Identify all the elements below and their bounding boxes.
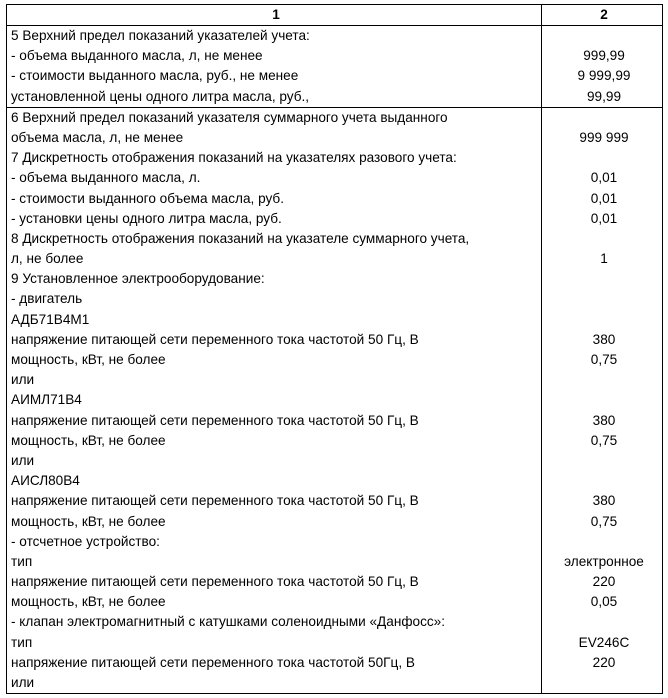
parameter-value: 0,75 <box>590 432 618 448</box>
parameter-value <box>546 148 662 168</box>
parameter-text: - стоимости выданного объема масла, руб. <box>11 190 284 206</box>
parameter-value <box>546 612 662 632</box>
section-value-cell <box>542 26 663 108</box>
parameter-text: - отсчетное устройство: <box>11 533 160 549</box>
parameter-text: объема масла, л, не менее <box>11 129 184 145</box>
parameter-text: мощность, кВт, не более <box>11 513 166 529</box>
parameter-value: 380 <box>592 331 616 347</box>
header-col-1: 1 <box>7 5 542 26</box>
parameter-value <box>546 310 662 330</box>
header-row <box>7 5 663 26</box>
parameter-text: - установки цены одного литра масла, руб. <box>11 210 282 226</box>
parameter-text: напряжение питающей сети переменного тока частотой 50 Гц, В <box>11 331 419 347</box>
parameter-text: АДБ71В4М1 <box>11 311 90 327</box>
spec-table <box>6 4 663 694</box>
parameter-value <box>546 673 662 693</box>
parameter-text: 8 Дискретность отображения показаний на указателе суммарного учета, <box>11 230 470 246</box>
parameter-value: 380 <box>592 412 616 428</box>
parameter-text: - двигатель <box>11 291 83 307</box>
parameter-value <box>546 289 662 309</box>
parameter-value <box>546 26 662 46</box>
parameter-text: установленной цены одного литра масла, руб., <box>11 88 310 104</box>
parameter-value <box>546 229 662 249</box>
parameter-value: 999,99 <box>583 48 625 64</box>
parameter-text: - стоимости выданного масла, руб., не менее <box>11 68 299 84</box>
parameter-text: тип <box>11 634 33 650</box>
parameter-text: напряжение питающей сети переменного тока частотой 50 Гц, В <box>11 574 419 590</box>
parameter-value: 0,01 <box>590 210 618 226</box>
parameter-value: 999 999 <box>579 129 629 145</box>
parameter-text: 6 Верхний предел показаний указателя суммарного учета выданного <box>11 109 448 125</box>
parameter-value <box>546 269 662 289</box>
parameter-value <box>546 532 662 552</box>
parameter-value: электронное <box>564 553 644 569</box>
header-col-2: 2 <box>542 5 663 26</box>
parameter-value: 99,99 <box>586 88 622 104</box>
section-row <box>7 26 663 108</box>
parameter-text: напряжение питающей сети переменного тока частотой 50 Гц, В <box>11 493 419 509</box>
parameter-value: 220 <box>592 654 616 670</box>
parameter-text: или <box>11 452 35 468</box>
parameter-value <box>546 471 662 491</box>
parameter-value: EV246C <box>578 634 630 650</box>
section-row <box>7 107 663 693</box>
parameter-value: 0,01 <box>590 170 618 186</box>
parameter-value: 220 <box>592 574 616 590</box>
parameter-text: 7 Дискретность отображения показаний на указателях разового учета: <box>11 150 457 166</box>
parameter-text: мощность, кВт, не более <box>11 432 166 448</box>
parameter-text: тип <box>11 553 33 569</box>
parameter-text: 9 Установленное электрооборудование: <box>11 271 265 287</box>
parameter-value <box>546 108 662 128</box>
parameter-value: 1 <box>600 251 608 267</box>
parameter-value: 380 <box>592 493 616 509</box>
parameter-value <box>546 451 662 471</box>
parameter-text: напряжение питающей сети переменного тока частотой 50Гц, В <box>11 654 415 670</box>
parameter-text: мощность, кВт, не более <box>11 352 166 367</box>
parameter-text: напряжение питающей сети переменного тока частотой 50 Гц, В <box>11 412 419 428</box>
parameter-text: АИСЛ80В4 <box>11 473 80 489</box>
spec-table-body <box>7 5 663 694</box>
parameter-value: 0,01 <box>590 190 618 206</box>
parameter-value: 0,75 <box>590 352 618 367</box>
parameter-text: или <box>11 372 35 388</box>
parameter-text: - клапан электромагнитный с катушками соленоидными «Данфосс»: <box>11 614 445 630</box>
section-value-cell <box>542 107 663 693</box>
parameter-text: - объема выданного масла, л, не менее <box>11 48 263 64</box>
parameter-value: 0,75 <box>590 513 618 529</box>
parameter-text: - объема выданного масла, л. <box>11 170 201 186</box>
section-description-cell <box>7 26 542 108</box>
parameter-text: или <box>11 675 35 690</box>
parameter-text: мощность, кВт, не более <box>11 594 166 610</box>
parameter-text: 5 Верхний предел показаний указателей учета: <box>11 28 310 43</box>
parameter-value <box>546 370 662 390</box>
parameter-text: л, не более <box>11 251 84 267</box>
parameter-value: 0,05 <box>590 594 618 610</box>
parameter-value: 9 999,99 <box>577 68 631 84</box>
parameter-text: АИМЛ71В4 <box>11 392 82 408</box>
parameter-value <box>546 390 662 410</box>
section-description-cell <box>7 107 542 693</box>
